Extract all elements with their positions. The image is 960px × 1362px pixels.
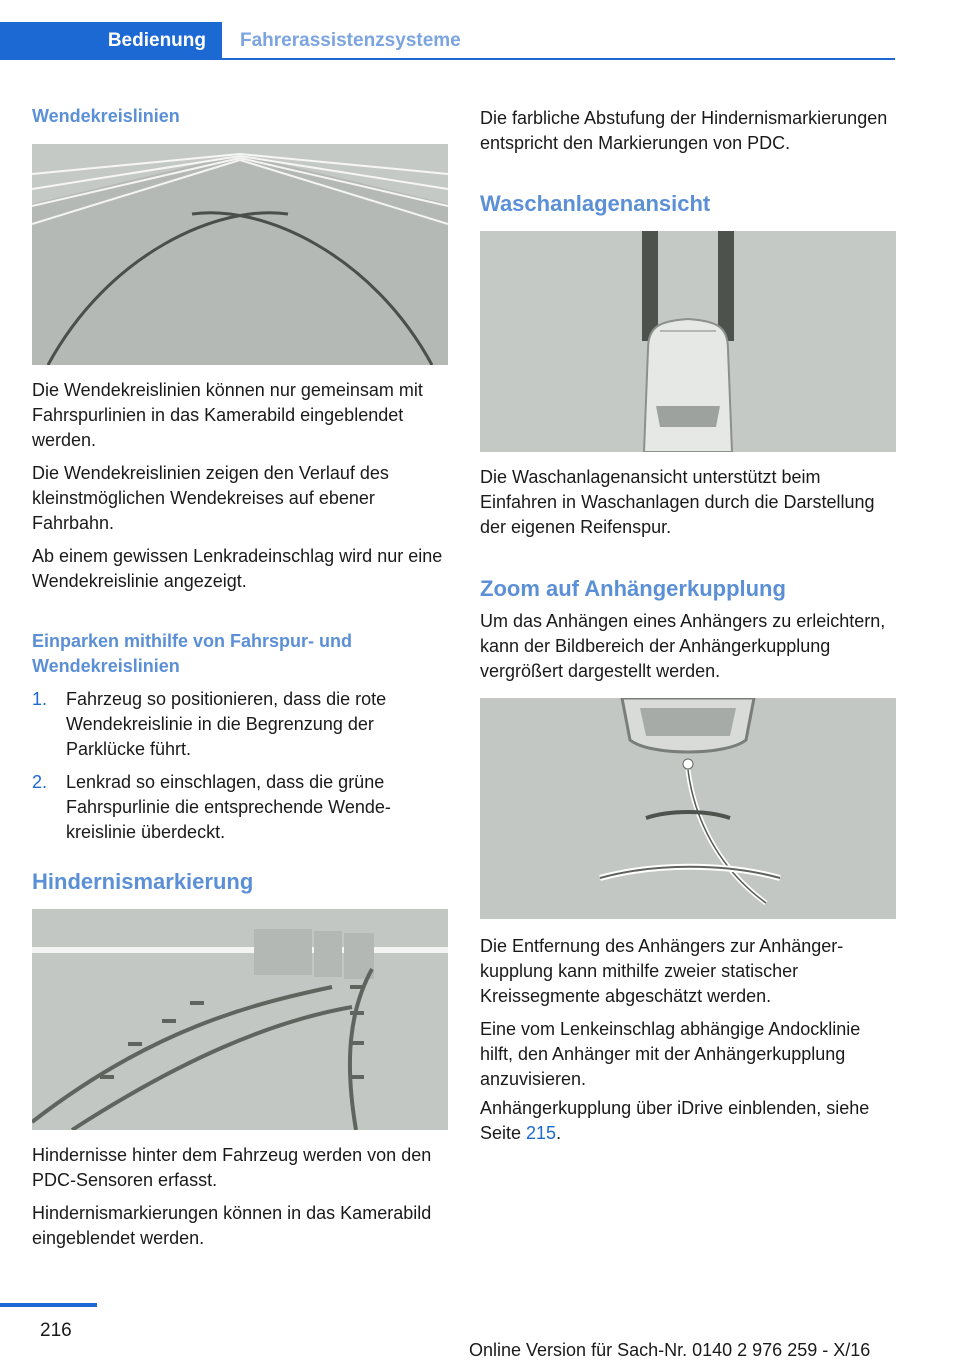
heading-wendekreislinien: Wendekreislinien — [32, 106, 180, 126]
heading-einparken: Einparken mithilfe von Fahrspur- und Wendekreislinien — [32, 631, 353, 676]
page-number: 216 — [40, 1320, 72, 1341]
paragraph: Die farbliche Abstufung der Hindernismarkierungen entspricht den Markierungen von PDC. — [480, 108, 888, 153]
figure-wendekreislinien — [32, 144, 448, 365]
paragraph: Eine vom Lenkeinschlag abhängige Andocklinie hilft, den Anhänger mit der Anhängerkupplung anzuvisieren. — [480, 1019, 861, 1089]
paragraph: Die Waschanlagenansicht unterstützt beim Einfahren in Waschanlagen durch die Darstellung der eigenen Reifenspur. — [480, 467, 875, 537]
page-link-215[interactable]: 215 — [526, 1123, 557, 1143]
paragraph: Die Wendekreislinien können nur gemeinsam mit Fahrspurlinien in das Kamerabild eingeblendet werden. — [32, 380, 423, 450]
figure-waschanlagenansicht — [480, 231, 896, 452]
heading-hindernismarkierung: Hindernismarkierung — [32, 869, 254, 894]
list-text: Fahrzeug so positionieren, dass die rote Wendekreislinie in die Begrenzung der Parklücke führt. — [66, 689, 387, 759]
paragraph: Um das Anhängen eines Anhängers zu erleichtern, kann der Bildbereich der Anhängerkupplung vergrößert dargestellt werden. — [480, 611, 886, 681]
header-tabbar — [0, 22, 895, 60]
tab-underline — [222, 58, 895, 60]
heading-waschanlagenansicht: Waschanlagenansicht — [480, 191, 711, 216]
heading-zoom: Zoom auf Anhängerkupplung — [480, 576, 786, 601]
footer-bar — [0, 1303, 97, 1307]
figure-hindernismarkierung — [32, 909, 448, 1130]
online-version-text: Online Version für Sach-Nr. 0140 2 976 259 - X/16 — [469, 1340, 871, 1360]
paragraph-seite — [480, 1096, 896, 1146]
paragraph: Hindernisse hinter dem Fahrzeug werden von den PDC-Sensoren erfasst. — [32, 1145, 432, 1190]
tab-fahrerassistenzsysteme[interactable]: Fahrerassistenzsysteme — [240, 30, 461, 51]
paragraph: Hindernismarkierungen können in das Kamerabild eingeblendet werden. — [32, 1203, 432, 1248]
paragraph: Ab einem gewissen Lenkradeinschlag wird nur eine Wendekreislinie angezeigt. — [32, 546, 443, 591]
paragraph: Die Wendekreislinien zeigen den Verlauf des kleinstmöglichen Wendekreises auf ebener Fahrbahn. — [32, 463, 389, 533]
paragraph-text: Anhängerkupplung über iDrive einblenden, siehe Seite — [480, 1098, 870, 1143]
paragraph: Die Entfernung des Anhängers zur Anhängerkupplung kann mithilfe zweier statischer Kreissegmente abgeschätzt werden. — [480, 936, 844, 1006]
paragraph-suffix: . — [556, 1123, 562, 1143]
figure-anhaengerkupplung — [480, 698, 896, 919]
list-text: Lenkrad so einschlagen, dass die grüne Fahrspurlinie die entsprechende Wendekreislinie überdeckt. — [66, 772, 391, 842]
tab-bedienung[interactable]: Bedienung — [0, 22, 222, 60]
list-number: 2. — [32, 772, 48, 792]
list-number: 1. — [32, 689, 48, 709]
